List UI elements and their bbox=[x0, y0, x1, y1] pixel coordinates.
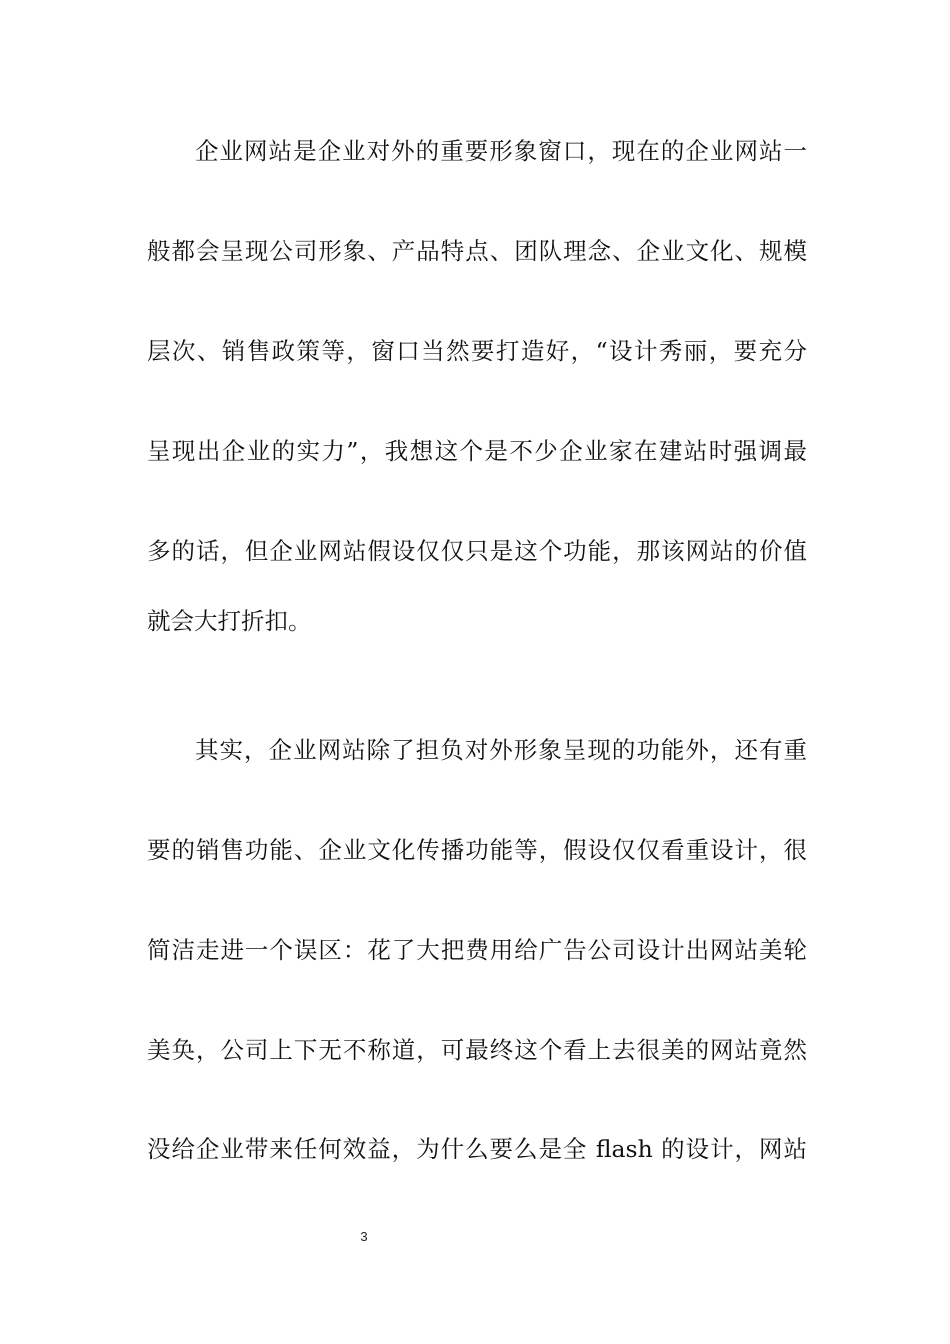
paragraph-2-line-3: 简洁走进一个误区：花了大把费用给广告公司设计出网站美轮 bbox=[147, 936, 807, 964]
paragraph-1-line-5: 多的话，但企业网站假设仅仅只是这个功能，那该网站的价值 bbox=[147, 537, 807, 565]
paragraph-2-line-5: 没给企业带来任何效益，为什么要么是全 flash 的设计，网站 bbox=[147, 1135, 807, 1163]
paragraph-2-line-2: 要的销售功能、企业文化传播功能等，假设仅仅看重设计，很 bbox=[147, 836, 807, 864]
paragraph-1-line-3: 层次、销售政策等，窗口当然要打造好，“设计秀丽，要充分 bbox=[147, 337, 807, 365]
paragraph-2-line-1: 其实，企业网站除了担负对外形象呈现的功能外，还有重 bbox=[195, 736, 807, 764]
page-number: 3 bbox=[360, 1229, 368, 1244]
paragraph-1-line-1: 企业网站是企业对外的重要形象窗口，现在的企业网站一 bbox=[195, 137, 807, 165]
paragraph-1-line-4: 呈现出企业的实力”，我想这个是不少企业家在建站时强调最 bbox=[147, 437, 807, 465]
paragraph-1-line-6: 就会大打折扣。 bbox=[147, 607, 312, 635]
paragraph-1-line-2: 般都会呈现公司形象、产品特点、团队理念、企业文化、规模 bbox=[147, 237, 807, 265]
paragraph-2-line-4: 美奂，公司上下无不称道，可最终这个看上去很美的网站竟然 bbox=[147, 1036, 807, 1064]
